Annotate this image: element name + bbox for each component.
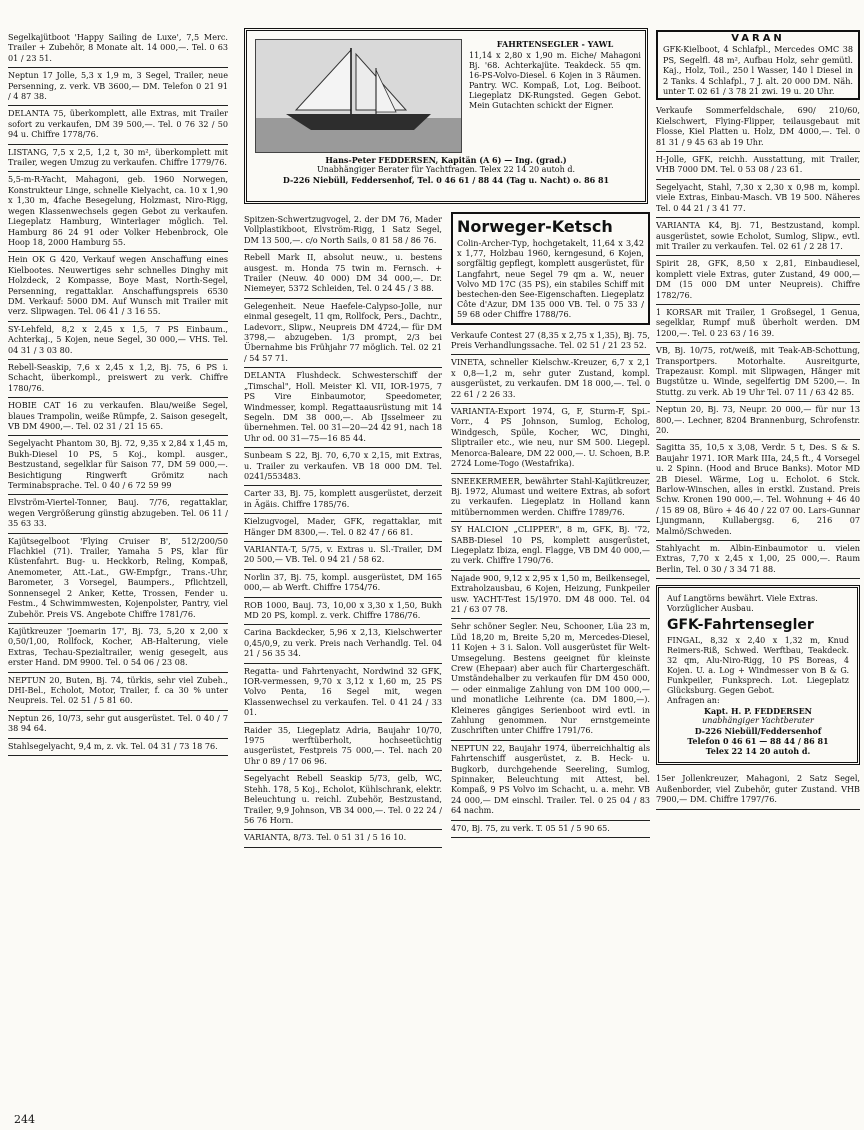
classified-ad: Spitzen-Schwertzugvogel, 2. der DM 76, Mader Vollplastikboot, Elvström-Rigg, 1 Satz Segel, DM 13 500,—. c/o North Sails, 0 81 58 / 86 76.	[244, 212, 442, 250]
gfk-fahrtensegler-ad	[656, 585, 860, 765]
classified-ad: Spirit 28, GFK, 8,50 x 2,81, Einbaudiesel, komplett viele Extras, guter Zustand, 49 000,— DM (15 000 DM unter Neupreis). Chiffre 1782/76.	[656, 256, 860, 305]
classified-ad: ROB 1000, Bauj. 73, 10,00 x 3,30 x 1,50, Bukh MD 20 PS, kompl. z. verk. Chiffre 1786/76.	[244, 598, 442, 626]
varan-title: VARAN	[731, 33, 785, 44]
classified-ad: Segelyacht, Stahl, 7,30 x 2,30 x 0,98 m, kompl. viele Extras, Einbau-Masch. VB 19 500. Näheres Tel. 0 44 21 / 3 41 77.	[656, 180, 860, 218]
column-1	[8, 30, 228, 1108]
frame-contact-name: Hans-Peter FEDDERSEN, Kapitän (A 6) — Ing. (grad.)	[325, 155, 567, 165]
fahrtensegler-yawl-ad	[244, 28, 648, 204]
norweger-ketsch-ad	[451, 212, 650, 325]
classified-ad: Verkaufe Sommerfeldschale, 690/ 210/60, Kielschwert, Flying-Flipper, teilausgebaut mit Flosse, Kiel Platten u. Holz, DM 4000,—. Tel. 0 81 31 / 9 45 63 ab 19 Uhr.	[656, 103, 860, 152]
classified-ad: Carina Backdecker, 5,96 x 2,13, Kielschwerter 0,45/0,9, zu verk. Preis nach Verhandlg. Tel. 04 21 / 56 35 34.	[244, 625, 442, 663]
classified-ad: HOBIE CAT 16 zu verkaufen. Blau/weiße Segel, blaues Trampolin, weiße Rümpfe, 2. Saison gesegelt, VB DM 4900,—. Tel. 02 31 / 21 15 65.	[8, 398, 228, 436]
classified-ad: Verkaufe Contest 27 (8,35 x 2,75 x 1,35), Bj. 75, Preis Verhandlungssache. Tel. 02 51 / 21 23 52.	[451, 328, 650, 356]
sailboat-icon	[256, 40, 461, 152]
column-4	[656, 30, 860, 1108]
classified-ad: Neptun 17 Jolle, 5,3 x 1,9 m, 3 Segel, Trailer, neue Persenning, z. verk. VB 3600,— DM. Telefon 0 21 91 / 4 87 38.	[8, 68, 228, 106]
column-2	[244, 212, 442, 1108]
gfk-contact-name: Kapt. H. P. FEDDERSEN	[704, 706, 812, 717]
classified-ad: DELANTA Flushdeck. Schwesterschiff der „Timschal", Holl. Meister Kl. VII, IOR-1975, 7 PS Vire Einbaumotor, Speedometer, Windmesser, kompl. Regattaausrüstung mit 14 Segeln. DM 38 000,—. Ab IJsselmeer zu übernehmen. Tel. 00 31—20—24 42 91, nach 18 Uhr od. 00 31—75—16 85 44.	[244, 368, 442, 448]
classified-ad: VARIANTA K4, Bj. 71, Bestzustand, kompl. ausgerüstet, sowie Echolot, Sumlog, Slipw., evtl. mit Trailer zu verkaufen. Tel. 02 61 / 2 28 17.	[656, 218, 860, 256]
frame-body: 11,14 x 2,80 x 1,90 m. Eiche/ Mahagoni Bj. '68. Achterkajüte. Teakdeck. 55 qm. 16-PS-Volvo-Diesel. 6 Kojen in 3 Räumen. Pantry. WC. Kompaß, Lot, Log. Beiboot. Liegeplatz DK-Rungsted. Gegen Gebot. Mein Gutachten schickt der Eigner.	[469, 51, 641, 110]
classified-ad: Raider 35, Liegeplatz Adria, Baujahr 10/70, 1975 werftüberholt, hochseetüchtig ausgerüstet, Festpreis 75 000,—. Tel. nach 20 Uhr 0 89 / 17 06 96.	[244, 723, 442, 772]
classified-ad: Najade 900, 9,12 x 2,95 x 1,50 m, Beilkensegel, Extraholzausbau, 6 Kojen, Heizung, Funkpeiler usw. YACHT-Test 15/1970. DM 48 000. Tel. 04 21 / 63 07 78.	[451, 571, 650, 620]
classified-ad: Kielzugvogel, Mader, GFK, regattaklar, mit Hänger DM 8300,—. Tel. 0 82 47 / 66 81.	[244, 514, 442, 542]
gfk-contact-telex: Telex 22 14 20 autoh d.	[705, 746, 811, 757]
classified-ad: Neptun 20, Bj. 73, Neupr. 20 000,— für nur 13 800,—. Lechner, 8204 Brannenburg, Schrofenstr. 20.	[656, 402, 860, 440]
classified-ad: Sagitta 35, 10,5 x 3,08, Verdr. 5 t, Des. S & S. Baujahr 1971. IOR Mark IIIa, 24,5 ft., 4 Vorsegel u. 2 Spinn. (Hood and Bruce Banks). Motor MD 2B Diesel. Wärme, Log u. Echolot. 6 Stck. Barlow-Winschen, alles in erstkl. Zustand. Preis Schw. Kronen 190 000,—. Tel. Wohnung + 46 40 / 15 89 08, Büro + 46 40 / 22 07 00. Lars-Gunnar Ljungmann, Kullabergsg. 6, 216 07 Malmö/Schweden.	[656, 440, 860, 541]
classified-ad: VB, Bj. 10/75, rot/weiß, mit Teak-AB-Schottung, Transportpers. Motorhalte. Ausreitgurte, Trapezausr. Kompl. mit Slipwagen, Hänger mit Bugstütze u. Winde, segelfertig DM 5200,—. In Stuttg. zu verk. Ab 19 Uhr Tel. 07 11 / 63 42 85.	[656, 343, 860, 402]
classified-ad: Segelkajütboot 'Happy Sailing de Luxe', 7,5 Merc. Trailer + Zubehör, 8 Monate alt. 14 000,—. Tel. 0 63 01 / 23 51.	[8, 30, 228, 68]
classified-ad: 470, Bj. 75, zu verk. T. 05 51 / 5 90 65.	[451, 821, 650, 838]
classified-ad: SNEEKERMEER, bewährter Stahl-Kajütkreuzer, Bj. 1972, Alumast und weitere Extras, ab sofort zu verkaufen. Liegeplatz in Holland kann mitübernommen werden. Chiffre 1789/76.	[451, 474, 650, 523]
gfk-body: FINGAL, 8,32 x 2,40 x 1,32 m, Knud Reimers-Riß, Schwed. Werftbau, Teakdeck. 32 qm, Alu-Niro-Rigg, 10 PS Boreas, 4 Kojen. U. a. Log + Windmesser von B & G. Funkpeiler, Funksprech. Lot. Liegeplatz Glücksburg. Gegen Gebot.	[667, 636, 849, 696]
gfk-contact-role: unabhängiger Yachtberater	[702, 716, 814, 726]
classified-ad: Hein OK G 420, Verkauf wegen Anschaffung eines Kielbootes. Neuwertiges sehr schnelles Dinghy mit Holzdeck, 2 Kompasse, Boye Mast, North-Segel, Persenning, regattaklar. Anschaffungspreis 6530 DM. Verkauf: 5000 DM. Auf Wunsch mit Trailer mit verz. Slipwagen. Tel. 06 41 / 3 16 55.	[8, 252, 228, 321]
classified-ad: Neptun 26, 10/73, sehr gut ausgerüstet. Tel. 0 40 / 7 38 94 64.	[8, 711, 228, 739]
classified-ad: DELANTA 75, überkomplett, alle Extras, mit Trailer sofort zu verkaufen, DM 39 500,—. Tel. 0 76 32 / 50 94 u. Chiffre 1778/76.	[8, 106, 228, 144]
frame-contact-address: D-226 Niebüll, Feddersenhof, Tel. 0 46 61 / 88 44 (Tag u. Nacht) o. 86 81	[282, 175, 610, 185]
classified-ad: Sunbeam S 22, Bj. 70, 6,70 x 2,15, mit Extras, u. Trailer zu verkaufen. VB 18 000 DM. Tel. 0241/553483.	[244, 448, 442, 486]
frame-contact-role: Unabhängiger Berater für Yachtfragen. Telex 22 14 20 autoh d.	[317, 165, 575, 174]
classified-ad: LISTANG, 7,5 x 2,5, 1,2 t, 30 m², überkomplett mit Trailer, wegen Umzug zu verkaufen. Chiffre 1779/76.	[8, 145, 228, 173]
gfk-title: GFK-Fahrtensegler	[667, 617, 814, 634]
classified-ad: Sehr schöner Segler. Neu, Schooner, Lüa 23 m, Lüd 18,20 m, Breite 5,20 m, Mercedes-Diesel, 11 Kojen + 3 i. Salon. Voll ausgerüstet für Welt-Umsegelung. Bestens geeignet für kleinste Crew (Ehepaar) aber auch für Chartergeschäft. Umständehalber zu verkaufen für DM 450 000,— oder einmalige Zahlung von DM 100 000,— und monatliche Leihrente (ca. DM 1800,—). Kleineres gängiges Serienboot wird evtl. in Zahlung genommen. Nur ernstgemeinte Zuschriften unter Chiffre 1791/76.	[451, 619, 650, 740]
classified-ad: Carter 33, Bj. 75, komplett ausgerüstet, derzeit in Ägäis. Chiffre 1785/76.	[244, 486, 442, 514]
classified-ad: Stahlsegelyacht, 9,4 m, z. vk. Tel. 04 31 / 73 18 76.	[8, 739, 228, 756]
yacht-photo	[255, 39, 462, 153]
classified-ad: Rebell Mark II, absolut neuw., u. bestens ausgest. m. Honda 75 twin m. Fernsch. + Trailer (Neuw. 40 000) DM 34 000,—. Dr. Niemeyer, 5372 Schleiden, Tel. 0 24 45 / 3 88.	[244, 250, 442, 299]
frame-title: FAHRTENSEGLER - YAWL	[496, 39, 614, 49]
classified-ad: Stahlyacht m. Albin-Einbaumotor u. vielen Extras, 7,70 x 2,45 x 1,00, 25 000,—. Raum Berlin, Tel. 0 30 / 3 34 71 88.	[656, 541, 860, 579]
classified-ad: VINETA, schneller Kielschw.-Kreuzer, 6,7 x 2,1 x 0,8—1,2 m, sehr guter Zustand, kompl. ausgerüstet, zu verkaufen. DM 18 000,—. Tel. 0 22 61 / 2 26 33.	[451, 355, 650, 404]
classified-ad: NEPTUN 22, Baujahr 1974, überreichhaltig als Fahrtenschiff ausgerüstet, z. B. Heck- u. Bugkorb, durchgehende Seereling, Sumlog, Spinnaker, Beleuchtung mit Attest, bel. Kompaß, 9 PS Volvo im Schacht, u. a. mehr. VB 24 000,— DM einschl. Trailer. Tel. 0 25 04 / 83 64 nachm.	[451, 741, 650, 821]
classified-ad: 1 KORSAR mit Trailer, 1 Großsegel, 1 Genua, segelklar, Rumpf muß überholt werden. DM 1200,—. Tel. 0 23 63 / 16 39.	[656, 305, 860, 343]
classified-ad: SY HALCION „CLIPPER", 8 m, GFK, Bj. '72, SABB-Diesel 10 PS, komplett ausgerüstet, Liegeplatz Ibiza, engl. Flagge, VB DM 40 000,— zu verk. Chiffre 1790/76.	[451, 522, 650, 571]
varan-ad	[656, 30, 860, 100]
classified-ad: VARIANTA, 8/73. Tel. 0 51 31 / 5 16 10.	[244, 830, 442, 847]
ketsch-body: Colin-Archer-Typ, hochgetakelt, 11,64 x 3,42 x 1,77, Holzbau 1960, kerngesund, 6 Kojen, sorgfältig gepflegt, komplett ausgerüstet, für Langfahrt, neue Segel 79 qm a. W., neuer Volvo MD 17C (35 PS), ein stabiles Schiff mit bestechen-den See-Eigenschaften. Liegeplatz Côte d'Azur, DM 135 000 VB. Tel. 0 75 33 / 59 68 oder Chiffre 1788/76.	[457, 238, 644, 320]
classified-ad: VARIANTA-Export 1974, G, F, Sturm-F, Spi.-Vorr., 4 PS Johnson, Sumlog, Echolog, Windgesch, Spüle, Kocher, WC, Dinghi, Sliptrailer etc., wie neu, nur SM 500. Liegepl. Menorca-Baleare, DM 22 000,—. U. Schoen, B.P. 2724 Lome-Togo (Westafrika).	[451, 404, 650, 473]
classified-ad: SY-Lehfeld, 8,2 x 2,45 x 1,5, 7 PS Einbaum., Achterkaj., 5 Kojen, neue Segel, 30 000,— VHS. Tel. 04 31 / 3 03 80.	[8, 322, 228, 360]
classified-ad: Norlin 37, Bj. 75, kompl. ausgerüstet, DM 165 000,— ab Werft. Chiffre 1754/76.	[244, 570, 442, 598]
gfk-contact-address: D-226 Niebüll/Feddersenhof	[694, 726, 822, 737]
classified-ad: H-Jolle, GFK, reichh. Ausstattung, mit Trailer, VHB 7000 DM. Tel. 0 53 08 / 23 61.	[656, 152, 860, 180]
classified-ad: Segelyacht Phantom 30, Bj. 72, 9,35 x 2,84 x 1,45 m, Bukh-Diesel 10 PS, 5 Koj., kompl. ausger., Bestzustand, segelklar für Saison 77, DM 59 000,—. Besichtigung Ringwerft Grömitz nach Terminabsprache. Tel. 0 40 / 6 72 59 99	[8, 436, 228, 495]
classified-ad: Kajütkreuzer 'Joemarin 17', Bj. 73, 5,20 x 2,00 x 0,50/1,00, Rollfock, Kocher, AB-Halterung, viele Extras, Techau-Spezialtrailer, wenig gesegelt, aus erster Hand. DM 9900. Tel. 0 54 06 / 23 08.	[8, 624, 228, 673]
classified-ad: Elvström-Viertel-Tonner, Bauj. 7/76, regattaklar, wegen Vergrößerung günstig abzugeben. Tel. 06 11 / 35 63 33.	[8, 495, 228, 533]
classified-ad: 5,5-m-R-Yacht, Mahagoni, geb. 1960 Norwegen, Konstrukteur Linge, schnelle Kielyacht, ca. 10 x 1,90 x 1,30 m, 4fache Besegelung, Holzmast, Niro-Rigg, wegen Klassenwechsels gegen Gebot zu verkaufen. Liegeplatz Hamburg, Winterlager möglich. Tel. Hamburg 86 24 91 oder Volker Hebenbrock, Ole Hoop 18, 2000 Hamburg 55.	[8, 172, 228, 252]
gfk-contact-phone: Telefon 0 46 61 — 88 44 / 86 81	[687, 736, 829, 747]
page-number: 244	[14, 1113, 35, 1126]
classified-ad: 15er Jollenkreuzer, Mahagoni, 2 Satz Segel, Außenborder, viel Zubehör, guter Zustand. VHB 7900,— DM. Chiffre 1797/76.	[656, 771, 860, 809]
classified-ad: NEPTUN 20, Buten, Bj. 74, türkis, sehr viel Zubeh., DHI-Bel., Echolot, Motor, Trailer, f. ca 30 % unter Neupreis. Tel. 02 51 / 5 81 60.	[8, 673, 228, 711]
classified-ad: Gelegenheit. Neue Haefele-Calypso-Jolle, nur einmal gesegelt, 11 qm, Rollfock, Pers., Dachtr., Ladevorr., Slipw., Neupreis DM 4724,— für DM 3798,— abzugeben. 1/3 prompt, 2/3 bei Übernahme bis Frühjahr 77 möglich. Tel. 02 21 / 54 57 71.	[244, 299, 442, 368]
gfk-contact-intro: Anfragen an:	[667, 696, 720, 706]
classified-ad: Regatta- und Fahrtenyacht, Nordwind 32 GFK, IOR-vermessen, 9,70 x 3,12 x 1,60 m, 25 PS Volvo Penta, 16 Segel mit, wegen Klassenwechsel zu verkaufen. Tel. 0 41 24 / 33 01.	[244, 664, 442, 723]
classified-ad: Rebell-Seaskip, 7,6 x 2,45 x 1,2, Bj. 75, 6 PS i. Schacht, überkompl., preiswert zu verk. Chiffre 1780/76.	[8, 360, 228, 398]
classified-ad: Segelyacht Rebell Seaskip 5/73, gelb, WC, Stehh. 178, 5 Koj., Echolot, Kühlschrank, elektr. Beleuchtung u. reichl. Zubehör, Bestzustand, Trailer, 9,9 Johnson, VB 34 000,—. Tel. 0 22 24 / 56 76 Horn.	[244, 771, 442, 830]
classified-ad: Kajütsegelboot 'Flying Cruiser B', 512/200/50 Flachkiel (71). Trailer, Yamaha 5 PS, klar für Küstenfahrt. Bug- u. Heckkorb, Reling, Kompaß, Anemometer, Att.-Lat., GW-Empfgr., Trans.-Uhr, Barometer, 3 Vorsegel, Baumpers., Pflichtzell, Sonnensegel 2 Anker, Kette, Trossen, Fender u. Festm., 4 Schwimmwesten, Kojenpolster, Pantry, viel Zubehör. Preis VS. Angebote Chiffre 1781/76.	[8, 534, 228, 624]
classified-ad: VARIANTA-T, 5/75, v. Extras u. Sl.-Trailer, DM 20 500,— VB. Tel. 0 94 21 / 58 62.	[244, 542, 442, 570]
gfk-intro: Auf Langtörns bewährt. Viele Extras. Vorzüglicher Ausbau.	[667, 594, 818, 614]
ketsch-title: Norweger-Ketsch	[457, 217, 613, 236]
varan-body: GFK-Kielboot, 4 Schlafpl., Mercedes OMC 38 PS, Segelfl. 48 m², Aufbau Holz, sehr gemütl. Kaj., Holz, Toil., 250 l Wasser, 140 l Diesel in 2 Tanks. 4 Schlafpl., 7 J. alt. 20 000 DM. Näh. unter T. 02 61 / 3 78 21 zwi. 19 u. 20 Uhr.	[663, 44, 853, 97]
column-3	[451, 212, 650, 1108]
